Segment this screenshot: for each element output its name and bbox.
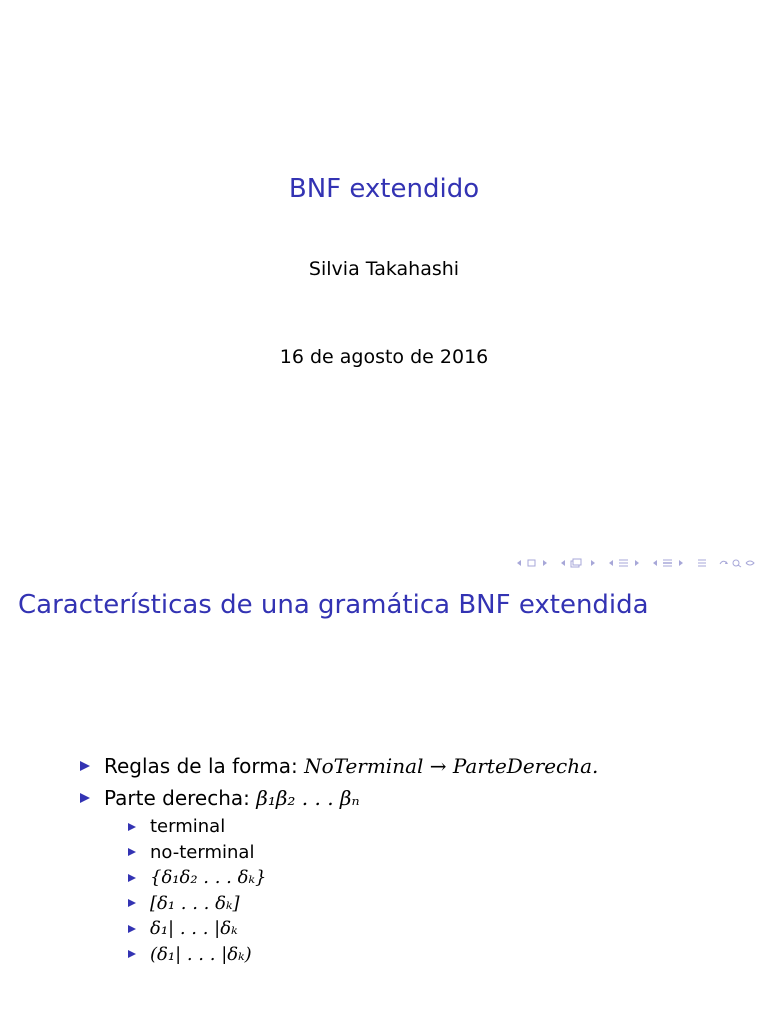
presentation-title: BNF extendido <box>288 174 480 204</box>
nav-slide-controls[interactable] <box>516 558 550 568</box>
sub-bullet-text: terminal <box>150 816 226 837</box>
sub-bullet-triangle-icon <box>128 823 136 831</box>
bullet-math: NoTerminal → ParteDerecha. <box>304 754 599 778</box>
list-item <box>80 750 598 782</box>
nav-frame-controls[interactable] <box>560 558 598 568</box>
bullet-triangle-icon <box>80 793 90 803</box>
nav-section-controls[interactable] <box>652 558 686 568</box>
sub-bullet-text: no-terminal <box>150 841 255 863</box>
sub-bullet-triangle-icon <box>128 874 136 882</box>
bullet-math: β₁β₂ . . . βₙ <box>256 786 360 810</box>
nav-frame-icon[interactable] <box>560 558 598 568</box>
sub-bullet-triangle-icon <box>128 848 136 856</box>
beamer-navigation-bar <box>506 553 758 573</box>
frame-title: Características de una gramática BNF extendida <box>18 590 649 620</box>
sub-bullet-triangle-icon <box>128 950 136 958</box>
nav-subsection-icon[interactable] <box>608 558 642 568</box>
author-name: Silvia Takahashi <box>308 258 460 280</box>
sub-bullet-math: [δ₁ . . . δₖ] <box>150 892 240 914</box>
list-item <box>80 782 598 814</box>
sub-list-item <box>128 891 598 917</box>
sub-bullet-math: {δ₁δ₂ . . . δₖ} <box>150 867 267 888</box>
bullet-triangle-icon <box>80 761 90 771</box>
nav-search[interactable] <box>718 558 758 568</box>
nav-toc-icon[interactable] <box>696 558 708 568</box>
bullet-text: Reglas de la forma: <box>104 754 305 778</box>
nav-section-icon[interactable] <box>652 558 686 568</box>
sub-list-item <box>128 916 598 942</box>
presentation-date: 16 de agosto de 2016 <box>279 346 489 368</box>
sub-bullet-math: (δ₁| . . . |δₖ) <box>150 943 252 965</box>
sub-list-item <box>128 814 598 840</box>
sub-bullet-triangle-icon <box>128 899 136 907</box>
sub-list-item <box>128 942 598 968</box>
sub-list-item <box>128 865 598 891</box>
sub-bullet-list <box>80 814 598 967</box>
nav-slide-icon[interactable] <box>516 558 550 568</box>
main-bullet-list <box>80 750 598 967</box>
nav-search-icon[interactable] <box>718 558 758 568</box>
sub-list-item <box>128 840 598 866</box>
content-slide <box>0 576 768 1024</box>
sub-list-container <box>80 814 598 967</box>
sub-bullet-triangle-icon <box>128 925 136 933</box>
nav-subsection-controls[interactable] <box>608 558 642 568</box>
bullet-text: Parte derecha: <box>104 786 257 810</box>
sub-bullet-math: δ₁| . . . |δₖ <box>150 918 238 939</box>
nav-toc[interactable] <box>696 558 708 568</box>
